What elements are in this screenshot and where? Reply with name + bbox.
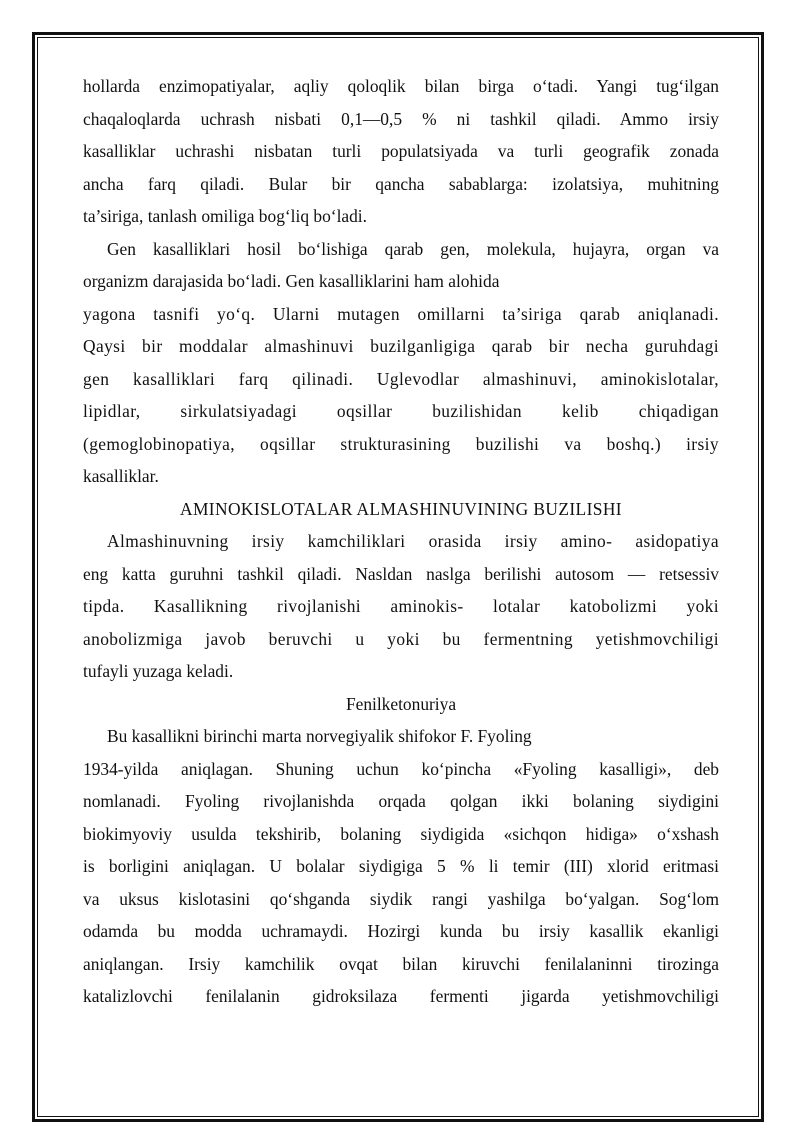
text-line: chaqaloqlarda uchrash nisbati 0,1—0,5 % ni tashkil qiladi. Ammo irsiy — [83, 108, 719, 129]
text-line: yagona tasnifi yo‘q. Ularni mutagen omillarni ta’siriga qarab aniqlanadi. — [83, 303, 719, 324]
text-line: ancha farq qiladi. Bular bir qancha sabablarga: izolatsiya, muhitning — [83, 173, 719, 194]
text-line: eng katta guruhni tashkil qiladi. Nasldan naslga berilishi autosom — retsessiv — [83, 563, 719, 584]
text-line: nomlanadi. Fyoling rivojlanishda orqada qolgan ikki bolaning siydigini — [83, 791, 719, 811]
text-line: 1934-yilda aniqlagan. Shuning uchun ko‘pincha «Fyoling kasalligi», deb — [83, 758, 719, 779]
text-line: kasalliklar uchrashi nisbatan turli populatsiyada va turli geografik zonada — [83, 141, 719, 161]
text-line: anobolizmiga javob beruvchi u yoki bu fermentning yetishmovchiligi — [83, 628, 719, 649]
text-line: (gemoglobinopatiya, oqsillar strukturasining buzilishi va boshq.) irsiy — [83, 433, 719, 454]
text-line: organizm darajasida bo‘ladi. Gen kasalliklarini ham alohida — [83, 271, 500, 291]
text-line: gen kasalliklari farq qilinadi. Uglevodlar almashinuvi, aminokislotalar, — [83, 368, 719, 389]
text-line: Qaysi bir moddalar almashinuvi buzilganligiga qarab bir necha guruhdagi — [83, 336, 719, 356]
text-line: katalizlovchi fenilalanin gidroksilaza fermenti jigarda yetishmovchiligi — [83, 986, 719, 1006]
text-line: va uksus kislotasini qo‘shganda siydik rangi yashilga bo‘yalgan. Sog‘lom — [83, 888, 719, 909]
text-line: aniqlangan. Irsiy kamchilik ovqat bilan kiruvchi fenilalaninni tirozinga — [83, 953, 719, 974]
text-line: ta’siriga, tanlash omiliga bog‘liq bo‘ladi. — [83, 206, 367, 226]
text-line: tipda. Kasallikning rivojlanishi aminokis- lotalar katobolizmi yoki — [83, 596, 719, 616]
document-body — [83, 70, 719, 1013]
subsection-heading: Fenilketonuriya — [345, 693, 457, 714]
text-line: kasalliklar. — [83, 466, 159, 486]
paragraph-first-line: Almashinuvning irsiy kamchiliklari orasida irsiy amino- asidopatiya — [107, 531, 719, 551]
text-line: biokimyoviy usulda tekshirib, bolaning siydigida «sichqon hidiga» o‘xshash — [83, 823, 719, 844]
paragraph-first-line: Gen kasalliklari hosil bo‘lishiga qarab gen, molekula, hujayra, organ va — [107, 238, 719, 259]
text-line: tufayli yuzaga keladi. — [83, 661, 234, 681]
section-heading: AMINOKISLOTALAR ALMASHINUVINING BUZILISHI — [179, 498, 622, 519]
text-line: is borligini aniqlagan. U bolalar siydigiga 5 % li temir (III) xlorid eritmasi — [83, 856, 719, 876]
text-line: hollarda enzimopatiyalar, aqliy qoloqlik bilan birga o‘tadi. Yangi tug‘ilgan — [83, 76, 719, 96]
text-line: odamda bu modda uchramaydi. Hozirgi kunda bu irsiy kasallik ekanligi — [83, 921, 719, 941]
paragraph-first-line: Bu kasallikni birinchi marta norvegiyalik shifokor F. Fyoling — [107, 726, 532, 746]
text-line: lipidlar, sirkulatsiyadagi oqsillar buzilishidan kelib chiqadigan — [83, 401, 719, 421]
